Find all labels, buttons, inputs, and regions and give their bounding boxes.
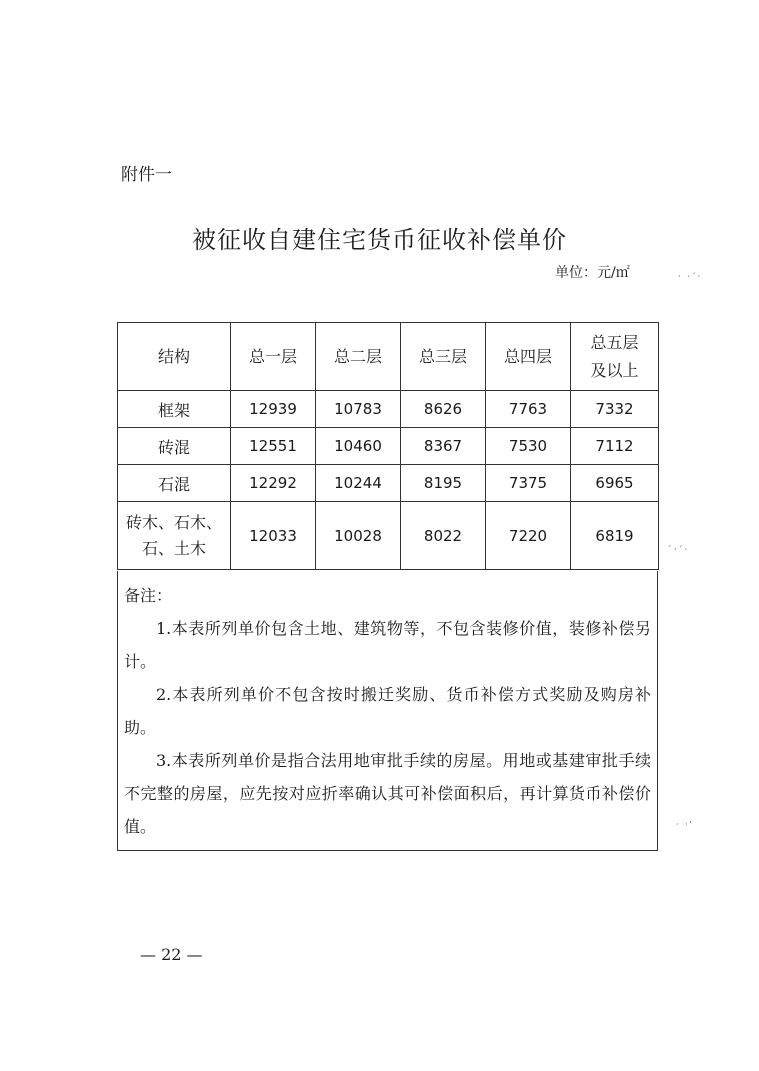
price-cell: 7112 <box>571 428 659 465</box>
header-floor-2: 总二层 <box>316 323 401 391</box>
price-cell: 10028 <box>316 502 401 570</box>
price-cell: 8367 <box>401 428 486 465</box>
price-table <box>117 322 659 570</box>
price-cell: 12551 <box>231 428 316 465</box>
price-cell: 12033 <box>231 502 316 570</box>
structure-name <box>118 502 231 570</box>
structure-name: 石混 <box>118 465 231 502</box>
table-row <box>118 465 659 502</box>
price-cell: 7332 <box>571 391 659 428</box>
note-item: 2.本表所列单价不包含按时搬迁奖励、货币补偿方式奖励及购房补助。 <box>124 685 651 737</box>
price-cell: 7530 <box>486 428 571 465</box>
header-floor-4: 总四层 <box>486 323 571 391</box>
structure-name-line2: 石、土木 <box>141 538 206 558</box>
price-cell: 10460 <box>316 428 401 465</box>
table-row <box>118 428 659 465</box>
attachment-label: 附件一 <box>121 165 172 185</box>
note-item: 1.本表所列单价包含土地、建筑物等，不包含装修价值，装修补偿另计。 <box>124 619 651 671</box>
structure-name-line1: 砖木、石木、 <box>125 512 222 532</box>
header-floor-1: 总一层 <box>231 323 316 391</box>
header-floor-5-line1: 总五层 <box>590 332 639 352</box>
price-cell: 8022 <box>401 502 486 570</box>
header-floor-3: 总三层 <box>401 323 486 391</box>
scan-mark: `·´· <box>668 545 690 554</box>
header-structure: 结构 <box>118 323 231 391</box>
price-cell: 7763 <box>486 391 571 428</box>
unit-label: 单位：元/㎡ <box>555 265 630 281</box>
table-header-row <box>118 323 659 391</box>
notes-box <box>117 571 658 851</box>
price-cell: 8626 <box>401 391 486 428</box>
price-cell: 6965 <box>571 465 659 502</box>
table-row <box>118 391 659 428</box>
structure-name: 框架 <box>118 391 231 428</box>
scan-mark: · ·´· <box>678 272 703 281</box>
header-floor-5-plus <box>571 323 659 391</box>
page-number: — 22 — <box>140 945 203 964</box>
note-item: 3.本表所列单价是指合法用地审批手续的房屋。用地或基建审批手续不完整的房屋，应先按对应折率确认其可补偿面积后，再计算货币补偿价值。 <box>124 751 651 836</box>
scan-mark: · ·' <box>676 820 694 829</box>
price-cell: 10244 <box>316 465 401 502</box>
price-cell: 6819 <box>571 502 659 570</box>
structure-name: 砖混 <box>118 428 231 465</box>
table-row <box>118 502 659 570</box>
price-cell: 7220 <box>486 502 571 570</box>
price-cell: 12292 <box>231 465 316 502</box>
price-cell: 7375 <box>486 465 571 502</box>
price-cell: 10783 <box>316 391 401 428</box>
price-cell: 12939 <box>231 391 316 428</box>
header-floor-5-line2: 及以上 <box>590 360 639 380</box>
price-cell: 8195 <box>401 465 486 502</box>
notes-heading: 备注： <box>124 586 173 605</box>
page-title: 被征收自建住宅货币征收补偿单价 <box>192 226 567 254</box>
